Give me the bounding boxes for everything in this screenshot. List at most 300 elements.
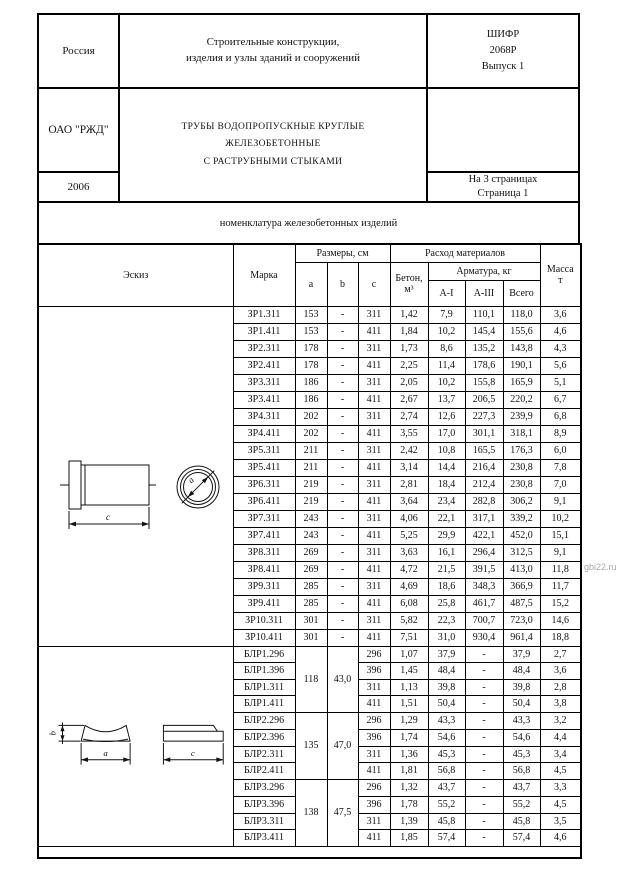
cell: 311 bbox=[358, 578, 390, 595]
concrete-line1: Бетон, bbox=[395, 273, 423, 284]
cell: БЛР3.411 bbox=[233, 830, 295, 847]
doc-title-line2: ЖЕЛЕЗОБЕТОННЫЕ bbox=[225, 139, 321, 150]
col-header-rebar-a1: А-I bbox=[428, 280, 465, 306]
cell: 411 bbox=[358, 629, 390, 646]
cell: - bbox=[327, 578, 358, 595]
block-width-label: a bbox=[103, 747, 109, 758]
issue-label: Выпуск 1 bbox=[481, 60, 525, 72]
col-header-materials: Расход материалов bbox=[390, 244, 540, 262]
cell: 411 bbox=[358, 527, 390, 544]
country-cell bbox=[39, 15, 120, 89]
cell: 4,06 bbox=[390, 510, 428, 527]
cell: 56,8 bbox=[503, 763, 540, 780]
cell: 10,8 bbox=[428, 442, 465, 459]
cell: 22,1 bbox=[428, 510, 465, 527]
cell: 2,8 bbox=[540, 679, 581, 696]
cell: 301 bbox=[295, 629, 327, 646]
cell: 411 bbox=[358, 830, 390, 847]
cell: 3,64 bbox=[390, 493, 428, 510]
cell: 54,6 bbox=[428, 730, 465, 747]
cell: БЛР1.311 bbox=[233, 679, 295, 696]
cell: 1,81 bbox=[390, 763, 428, 780]
sketch-round-pipe-cell bbox=[38, 306, 233, 646]
cell: ЗР4.311 bbox=[233, 408, 295, 425]
block-height-label: b bbox=[47, 730, 58, 735]
cell: 411 bbox=[358, 323, 390, 340]
cell: 301,1 bbox=[465, 425, 503, 442]
cell: 1,29 bbox=[390, 712, 428, 730]
cell: БЛР3.396 bbox=[233, 797, 295, 814]
cell: 396 bbox=[358, 663, 390, 680]
cell: 296 bbox=[358, 712, 390, 730]
cell: 11,4 bbox=[428, 357, 465, 374]
country-label: Россия bbox=[62, 45, 95, 57]
cell: 2,74 bbox=[390, 408, 428, 425]
cell: 8,9 bbox=[540, 425, 581, 442]
cell: - bbox=[327, 340, 358, 357]
cell: 48,4 bbox=[428, 663, 465, 680]
cell: 391,5 bbox=[465, 561, 503, 578]
cell: 1,78 bbox=[390, 797, 428, 814]
cell: 7,9 bbox=[428, 306, 465, 323]
cell: 25,8 bbox=[428, 595, 465, 612]
cell: 1,74 bbox=[390, 730, 428, 747]
doc-title-line1: ТРУБЫ ВОДОПРОПУСКНЫЕ КРУГЛЫЕ bbox=[181, 122, 365, 133]
cell: БЛР2.396 bbox=[233, 730, 295, 747]
cell: ЗР3.411 bbox=[233, 391, 295, 408]
cell: БЛР2.311 bbox=[233, 746, 295, 763]
cell: 1,36 bbox=[390, 746, 428, 763]
cell: 165,9 bbox=[503, 374, 540, 391]
cell: - bbox=[465, 830, 503, 847]
empty-cell bbox=[428, 89, 578, 173]
title-block bbox=[37, 13, 580, 203]
cell: 230,8 bbox=[503, 476, 540, 493]
cipher-value: 2068Р bbox=[489, 45, 517, 57]
cell: 186 bbox=[295, 374, 327, 391]
bottom-strip-row bbox=[38, 846, 581, 858]
pipe-length-label: c bbox=[106, 511, 111, 522]
cell: 243 bbox=[295, 527, 327, 544]
cell: 12,6 bbox=[428, 408, 465, 425]
watermark: gbi22.ru bbox=[584, 562, 617, 572]
cell: 45,8 bbox=[503, 813, 540, 830]
header-row-1 bbox=[38, 244, 581, 262]
cipher-label: ШИФР bbox=[486, 29, 520, 41]
cell: 269 bbox=[295, 544, 327, 561]
cell: 1,32 bbox=[390, 779, 428, 797]
cell: ЗР1.411 bbox=[233, 323, 295, 340]
cell: 4,3 bbox=[540, 340, 581, 357]
cell: БЛР2.296 bbox=[233, 712, 295, 730]
cell: 47,0 bbox=[327, 712, 358, 779]
cell: 143,8 bbox=[503, 340, 540, 357]
block-front-outline bbox=[81, 725, 130, 741]
cell: - bbox=[465, 730, 503, 747]
cell: 930,4 bbox=[465, 629, 503, 646]
cell: - bbox=[327, 476, 358, 493]
cell: 4,6 bbox=[540, 323, 581, 340]
cell: 211 bbox=[295, 459, 327, 476]
cell: ЗР9.411 bbox=[233, 595, 295, 612]
cell: 411 bbox=[358, 357, 390, 374]
cell: БЛР1.296 bbox=[233, 646, 295, 663]
cell: - bbox=[465, 646, 503, 663]
col-header-concrete bbox=[390, 262, 428, 306]
cell: 206,5 bbox=[465, 391, 503, 408]
concrete-line2: м³ bbox=[404, 284, 414, 295]
mass-line1: Масса bbox=[546, 264, 574, 276]
cell: - bbox=[327, 442, 358, 459]
cell: - bbox=[327, 561, 358, 578]
cell: 411 bbox=[358, 459, 390, 476]
cell: ЗР5.411 bbox=[233, 459, 295, 476]
cell: 411 bbox=[358, 595, 390, 612]
cell: 311 bbox=[358, 476, 390, 493]
cell: 4,72 bbox=[390, 561, 428, 578]
cell: 55,2 bbox=[503, 797, 540, 814]
cell: - bbox=[327, 374, 358, 391]
cell: 10,2 bbox=[428, 374, 465, 391]
cell: 239,9 bbox=[503, 408, 540, 425]
cell: 452,0 bbox=[503, 527, 540, 544]
col-header-mass bbox=[540, 244, 581, 306]
cell: 3,14 bbox=[390, 459, 428, 476]
table-row bbox=[38, 646, 581, 663]
cell: 227,3 bbox=[465, 408, 503, 425]
cell: 8,6 bbox=[428, 340, 465, 357]
cell: - bbox=[465, 763, 503, 780]
cell: 5,6 bbox=[540, 357, 581, 374]
cell: 211 bbox=[295, 442, 327, 459]
cell: 153 bbox=[295, 306, 327, 323]
series-title-line2: изделия и узлы зданий и сооружений bbox=[185, 52, 361, 64]
cell: ЗР9.311 bbox=[233, 578, 295, 595]
cell: 47,5 bbox=[327, 779, 358, 846]
cell: 1,73 bbox=[390, 340, 428, 357]
cell: 18,8 bbox=[540, 629, 581, 646]
cell: 296 bbox=[358, 779, 390, 797]
cell: 296,4 bbox=[465, 544, 503, 561]
cell: - bbox=[465, 746, 503, 763]
year-cell bbox=[39, 173, 120, 201]
sketch-saddle-block-cell bbox=[38, 646, 233, 846]
cell: 1,13 bbox=[390, 679, 428, 696]
cell: 202 bbox=[295, 408, 327, 425]
cell: - bbox=[465, 779, 503, 797]
section-title: номенклатура железобетонных изделий bbox=[219, 217, 398, 229]
cell: 4,69 bbox=[390, 578, 428, 595]
cell: 190,1 bbox=[503, 357, 540, 374]
cell: ЗР10.311 bbox=[233, 612, 295, 629]
cell: 155,8 bbox=[465, 374, 503, 391]
cell: 18,4 bbox=[428, 476, 465, 493]
cell: 413,0 bbox=[503, 561, 540, 578]
cell: 39,8 bbox=[503, 679, 540, 696]
cell: 45,3 bbox=[503, 746, 540, 763]
cell: ЗР1.311 bbox=[233, 306, 295, 323]
cell: 3,6 bbox=[540, 663, 581, 680]
cell: 487,5 bbox=[503, 595, 540, 612]
cell: ЗР7.411 bbox=[233, 527, 295, 544]
cell: 2,42 bbox=[390, 442, 428, 459]
cell: 396 bbox=[358, 797, 390, 814]
document-title-cell bbox=[120, 89, 428, 201]
cell: 14,4 bbox=[428, 459, 465, 476]
cell: 57,4 bbox=[428, 830, 465, 847]
cell: 422,1 bbox=[465, 527, 503, 544]
cell: 110,1 bbox=[465, 306, 503, 323]
year-label: 2006 bbox=[67, 181, 90, 193]
cell: 50,4 bbox=[428, 696, 465, 713]
cell: 55,2 bbox=[428, 797, 465, 814]
bottom-strip-cell bbox=[38, 846, 581, 858]
cell: 285 bbox=[295, 578, 327, 595]
cell: 10,2 bbox=[428, 323, 465, 340]
cell: 3,63 bbox=[390, 544, 428, 561]
cell: ЗР2.411 bbox=[233, 357, 295, 374]
cell: 17,0 bbox=[428, 425, 465, 442]
col-header-dimensions: Размеры, см bbox=[295, 244, 390, 262]
cell: 9,1 bbox=[540, 544, 581, 561]
cell: 317,1 bbox=[465, 510, 503, 527]
cell: 396 bbox=[358, 730, 390, 747]
cell: 311 bbox=[358, 408, 390, 425]
doc-title-line3: С РАСТРУБНЫМИ СТЫКАМИ bbox=[203, 156, 343, 167]
cell: 1,85 bbox=[390, 830, 428, 847]
pipe-dia-label: a bbox=[186, 474, 197, 485]
cell: 3,6 bbox=[540, 306, 581, 323]
cell: 723,0 bbox=[503, 612, 540, 629]
cell: 318,1 bbox=[503, 425, 540, 442]
cell: 48,4 bbox=[503, 663, 540, 680]
cell: - bbox=[327, 612, 358, 629]
cell: 16,1 bbox=[428, 544, 465, 561]
cell: ЗР8.411 bbox=[233, 561, 295, 578]
cell: 6,8 bbox=[540, 408, 581, 425]
pages-line1: На 3 страницах bbox=[468, 173, 538, 185]
cell: 461,7 bbox=[465, 595, 503, 612]
cell: 39,8 bbox=[428, 679, 465, 696]
cell: 15,2 bbox=[540, 595, 581, 612]
cell: - bbox=[465, 663, 503, 680]
cell: 220,2 bbox=[503, 391, 540, 408]
cell: 178 bbox=[295, 357, 327, 374]
cell: 6,08 bbox=[390, 595, 428, 612]
cell: ЗР5.311 bbox=[233, 442, 295, 459]
cell: 45,8 bbox=[428, 813, 465, 830]
cell: 6,0 bbox=[540, 442, 581, 459]
cell: 2,25 bbox=[390, 357, 428, 374]
cell: 11,7 bbox=[540, 578, 581, 595]
cell: 37,9 bbox=[503, 646, 540, 663]
col-header-rebar-a3: А-III bbox=[465, 280, 503, 306]
cell: - bbox=[327, 306, 358, 323]
block-side-outline bbox=[164, 725, 224, 741]
cell: ЗР4.411 bbox=[233, 425, 295, 442]
col-header-sketch: Эскиз bbox=[38, 244, 233, 306]
cell: 5,25 bbox=[390, 527, 428, 544]
cell: 1,39 bbox=[390, 813, 428, 830]
cell: 3,3 bbox=[540, 779, 581, 797]
cell: 219 bbox=[295, 493, 327, 510]
block-length-label: c bbox=[191, 747, 196, 758]
cell: - bbox=[327, 493, 358, 510]
pages-line2: Страница 1 bbox=[477, 188, 529, 199]
cell: 311 bbox=[358, 510, 390, 527]
cell: - bbox=[327, 323, 358, 340]
nomenclature-table-wrap bbox=[37, 243, 580, 859]
cell: 145,4 bbox=[465, 323, 503, 340]
pipe-dia-dim-line bbox=[182, 470, 215, 503]
cell: 2,81 bbox=[390, 476, 428, 493]
cell: 312,5 bbox=[503, 544, 540, 561]
cell: 2,05 bbox=[390, 374, 428, 391]
cell: 411 bbox=[358, 763, 390, 780]
cell: 5,82 bbox=[390, 612, 428, 629]
table-body bbox=[38, 306, 581, 858]
col-header-dim-c: c bbox=[358, 262, 390, 306]
cell: 1,84 bbox=[390, 323, 428, 340]
cell: 311 bbox=[358, 679, 390, 696]
col-header-dim-a: a bbox=[295, 262, 327, 306]
section-title-band bbox=[37, 201, 580, 245]
cell: 269 bbox=[295, 561, 327, 578]
cell: 311 bbox=[358, 442, 390, 459]
cell: 411 bbox=[358, 391, 390, 408]
cell: 411 bbox=[358, 696, 390, 713]
cell: 311 bbox=[358, 746, 390, 763]
cell: 230,8 bbox=[503, 459, 540, 476]
cell: 306,2 bbox=[503, 493, 540, 510]
cell: 57,4 bbox=[503, 830, 540, 847]
cell: 3,5 bbox=[540, 813, 581, 830]
cell: 22,3 bbox=[428, 612, 465, 629]
cell: 366,9 bbox=[503, 578, 540, 595]
cell: БЛР1.396 bbox=[233, 663, 295, 680]
cell: 311 bbox=[358, 374, 390, 391]
mass-line2: т bbox=[558, 275, 563, 287]
table-row bbox=[38, 306, 581, 323]
cell: 1,42 bbox=[390, 306, 428, 323]
cell: - bbox=[465, 696, 503, 713]
cell: 4,5 bbox=[540, 797, 581, 814]
series-title-cell bbox=[120, 15, 428, 89]
cell: - bbox=[327, 459, 358, 476]
cell: 178 bbox=[295, 340, 327, 357]
cell: 243 bbox=[295, 510, 327, 527]
cell: 3,8 bbox=[540, 696, 581, 713]
cell: 311 bbox=[358, 340, 390, 357]
cell: 311 bbox=[358, 544, 390, 561]
cell: - bbox=[327, 510, 358, 527]
cell: 9,1 bbox=[540, 493, 581, 510]
cell: 5,1 bbox=[540, 374, 581, 391]
cell: 3,4 bbox=[540, 746, 581, 763]
cell: 212,4 bbox=[465, 476, 503, 493]
cell: 14,6 bbox=[540, 612, 581, 629]
cell: ЗР8.311 bbox=[233, 544, 295, 561]
cell: 296 bbox=[358, 646, 390, 663]
cell: 21,5 bbox=[428, 561, 465, 578]
cell: 7,51 bbox=[390, 629, 428, 646]
cell: 29,9 bbox=[428, 527, 465, 544]
cell: - bbox=[327, 527, 358, 544]
cell: 23,4 bbox=[428, 493, 465, 510]
cell: БЛР2.411 bbox=[233, 763, 295, 780]
col-header-rebar-total: Всего bbox=[503, 280, 540, 306]
cell: - bbox=[327, 595, 358, 612]
cell: ЗР6.311 bbox=[233, 476, 295, 493]
cell: 43,7 bbox=[503, 779, 540, 797]
cell: 219 bbox=[295, 476, 327, 493]
cell: 311 bbox=[358, 813, 390, 830]
cell: 301 bbox=[295, 612, 327, 629]
cell: 700,7 bbox=[465, 612, 503, 629]
cell: 43,3 bbox=[503, 712, 540, 730]
cell: 411 bbox=[358, 493, 390, 510]
cell: БЛР3.311 bbox=[233, 813, 295, 830]
cell: 43,7 bbox=[428, 779, 465, 797]
cell: 10,2 bbox=[540, 510, 581, 527]
series-title-line1: Строительные конструкции, bbox=[206, 36, 340, 49]
cell: 43,3 bbox=[428, 712, 465, 730]
pipe-flange bbox=[69, 461, 81, 509]
pages-cell bbox=[428, 173, 578, 201]
cell: 3,2 bbox=[540, 712, 581, 730]
cell: 11,8 bbox=[540, 561, 581, 578]
cell: 4,4 bbox=[540, 730, 581, 747]
cell: 202 bbox=[295, 425, 327, 442]
cell: 153 bbox=[295, 323, 327, 340]
cell: 4,5 bbox=[540, 763, 581, 780]
cell: 176,3 bbox=[503, 442, 540, 459]
cell: 45,3 bbox=[428, 746, 465, 763]
cell: - bbox=[465, 712, 503, 730]
cell: 54,6 bbox=[503, 730, 540, 747]
cell: БЛР1.411 bbox=[233, 696, 295, 713]
cell: 15,1 bbox=[540, 527, 581, 544]
cell: 1,51 bbox=[390, 696, 428, 713]
cell: 43,0 bbox=[327, 646, 358, 712]
cell: 216,4 bbox=[465, 459, 503, 476]
saddle-block-sketch bbox=[39, 647, 232, 843]
cell: 285 bbox=[295, 595, 327, 612]
cell: 37,9 bbox=[428, 646, 465, 663]
cell: БЛР3.296 bbox=[233, 779, 295, 797]
cell: 282,8 bbox=[465, 493, 503, 510]
cell: - bbox=[327, 357, 358, 374]
cell: ЗР10.411 bbox=[233, 629, 295, 646]
cell: 1,07 bbox=[390, 646, 428, 663]
cell: 1,45 bbox=[390, 663, 428, 680]
cell: 6,7 bbox=[540, 391, 581, 408]
cell: 411 bbox=[358, 561, 390, 578]
cell: 165,5 bbox=[465, 442, 503, 459]
company-cell bbox=[39, 89, 120, 173]
col-header-mark: Марка bbox=[233, 244, 295, 306]
cell: - bbox=[327, 425, 358, 442]
cell: ЗР3.311 bbox=[233, 374, 295, 391]
cell: 348,3 bbox=[465, 578, 503, 595]
cell: - bbox=[465, 797, 503, 814]
cipher-cell bbox=[428, 15, 578, 89]
cell: - bbox=[327, 408, 358, 425]
cell: 2,7 bbox=[540, 646, 581, 663]
cell: - bbox=[327, 391, 358, 408]
cell: 50,4 bbox=[503, 696, 540, 713]
cell: ЗР6.411 bbox=[233, 493, 295, 510]
